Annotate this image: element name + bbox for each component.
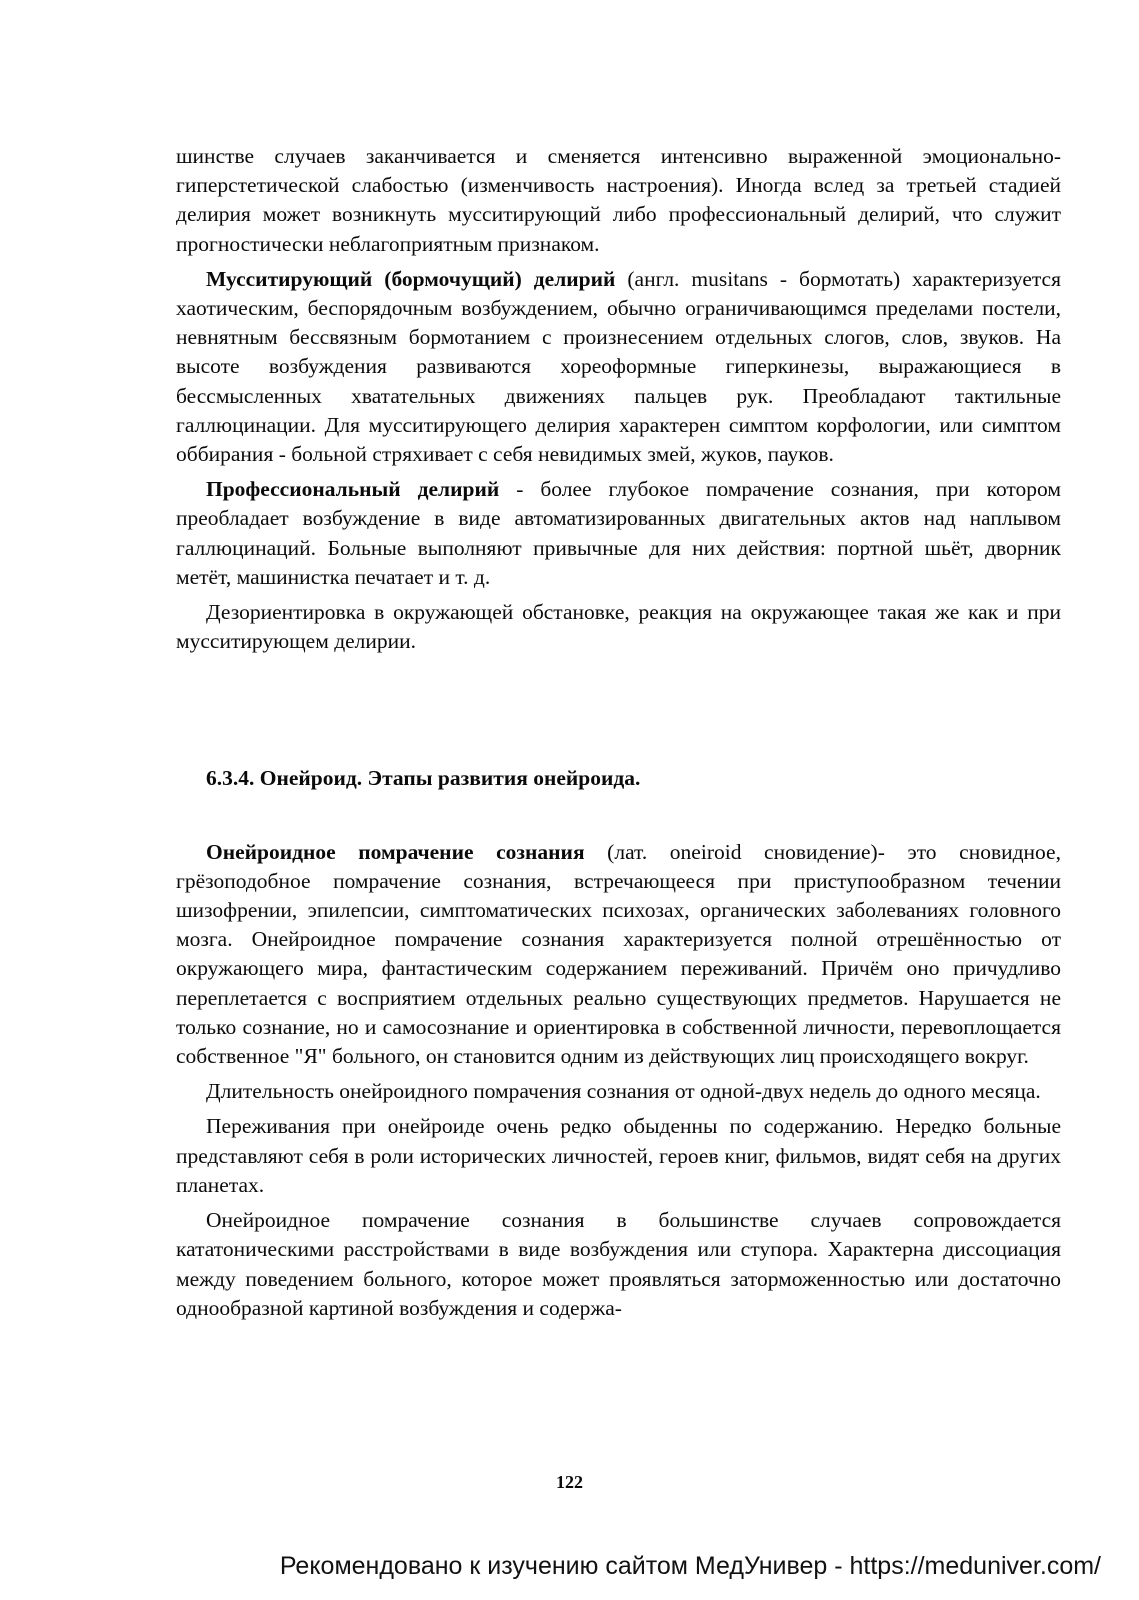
section-heading: 6.3.4. Онейроид. Этапы развития онейроида. bbox=[206, 766, 641, 791]
term-professional-delirium: Профессиональный делирий bbox=[206, 477, 500, 502]
paragraph-duration: Длительность онейроидного помрачения сознания от одной-двух недель до одного месяца. bbox=[206, 1079, 1041, 1104]
term-mussitating-delirium: Мусситирующий (бормочущий) делирий bbox=[206, 266, 616, 291]
paragraph-oneiroid bbox=[176, 838, 1061, 1072]
page-number: 122 bbox=[556, 1472, 583, 1492]
text-oneiroid: (лат. oneiroid сновидение)- это сновидное, грёзоподобное помрачение сознания, встречающееся при приступообразном течении шизофрении, эпилепсии, симптоматических психозах, органических заболеваниях головного мозга. Онейроидное помрачение сознания характеризуется полной отрешённостью от окружающего мира, фантастическим содержанием переживаний. Причём оно причудливо переплетается с восприятием отдельных реально существующих предметов. Нарушается не только сознание, но и самосознание и ориентировка в собственной личности, перевоплощается собственное "Я" больного, он становится одним из действующих лиц происходящего вокруг. bbox=[176, 839, 1061, 1069]
footer-recommendation[interactable] bbox=[280, 1552, 1101, 1581]
page-body bbox=[176, 142, 1061, 1323]
footer-link[interactable]: Рекомендовано к изучению сайтом МедУнивер - https://meduniver.com/ bbox=[279, 1552, 1101, 1580]
text-mussitating-delirium: (англ. musitans - бормотать) характеризуется хаотическим, беспорядочным возбуждением, обычно ограничивающимся пределами постели, невнятным бессвязным бормотанием с произнесением отдельных слогов, слов, звуков. На высоте возбуждения развиваются хореоформные гиперкинезы, выражающиеся в бессмысленных хватательных движениях пальцев рук. Преобладают тактильные галлюцинации. Для мусситирующего делирия характерен симптом корфологии, или симптом оббирания - больной стряхивает с себя невидимых змей, жуков, пауков. bbox=[176, 266, 1061, 467]
paragraph-professional-delirium bbox=[176, 475, 1061, 592]
paragraph-disorientation: Дезориентировка в окружающей обстановке, реакция на окружающее такая же как и при мусситирующем делирии. bbox=[176, 600, 1061, 654]
paragraph-experiences: Переживания при онейроиде очень редко обыденны по содержанию. Нередко больные представляют себя в роли исторических личностей, героев книг, фильмов, видят себя на других планетах. bbox=[176, 1114, 1061, 1197]
term-oneiroid: Онейроидное помрачение сознания bbox=[206, 839, 585, 864]
paragraph-mussitating-delirium bbox=[176, 265, 1061, 469]
paragraph-catatonic: Онейроидное помрачение сознания в большинстве случаев сопровождается кататоническими расстройствами в виде возбуждения или ступора. Характерна диссоциация между поведением больного, которое может проявляться заторможенностью или достаточно однообразной картиной возбуждения и содержа- bbox=[176, 1208, 1061, 1320]
paragraph-continuation: шинстве случаев заканчивается и сменяется интенсивно выраженной эмоционально-гиперстетической слабостью (изменчивость настроения). Иногда вслед за третьей стадией делирия может возникнуть мусситирующий либо профессиональный делирий, что служит прогностически неблагоприятным признаком. bbox=[176, 144, 1061, 256]
text-professional-delirium: - более глубокое помрачение сознания, при котором преобладает возбуждение в виде автоматизированных двигательных актов над наплывом галлюцинаций. Больные выполняют привычные для них действия: портной шьёт, дворник метёт, машинистка печатает и т. д. bbox=[176, 477, 1061, 589]
